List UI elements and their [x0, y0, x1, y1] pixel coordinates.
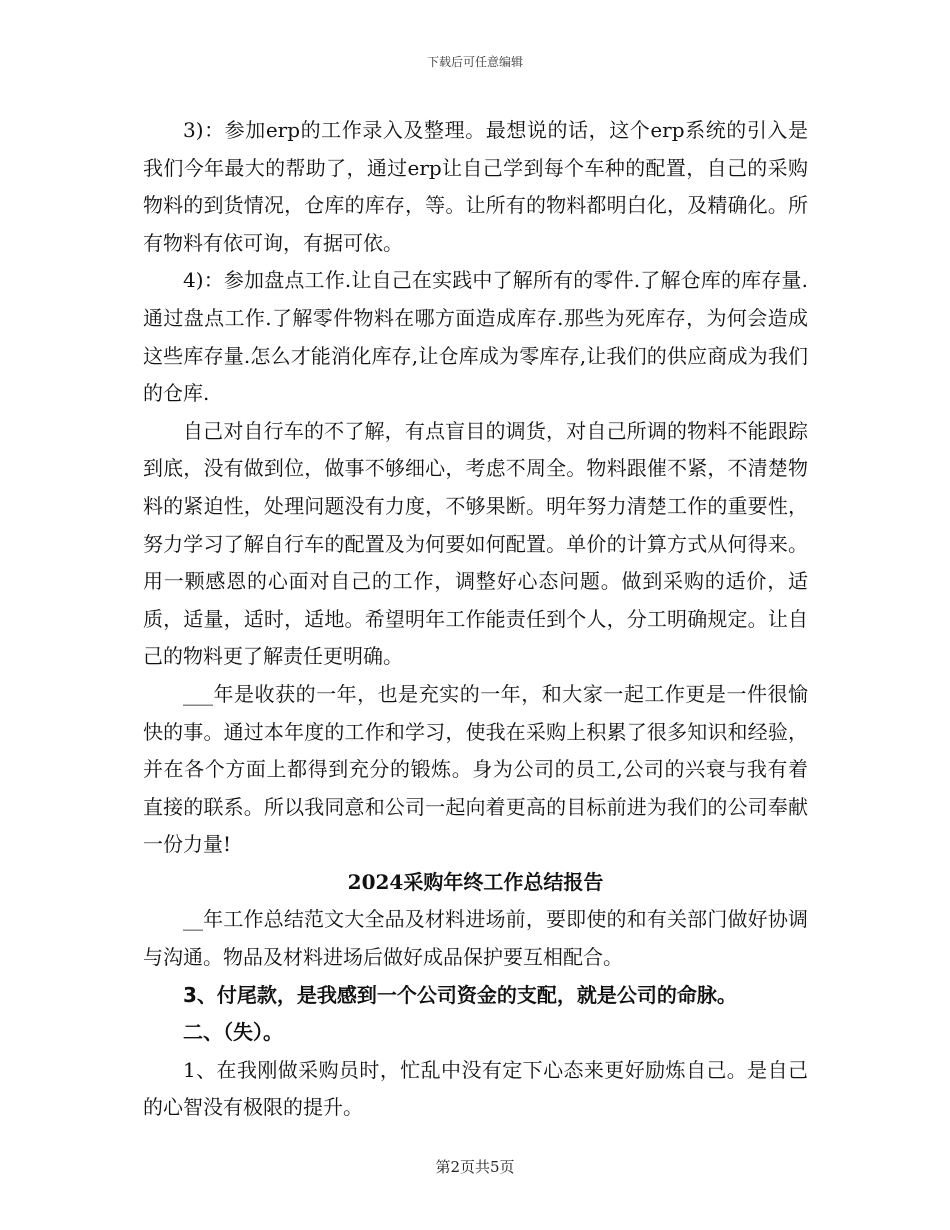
- page-header: 下载后可任意编辑: [426, 55, 523, 69]
- paragraph-self-review: 自己对自行车的不了解，有点盲目的调货，对自己所调的物料不能跟踪到底，没有做到位，做事不够细心，考虑不周全。物料跟催不紧，不清楚物料的紧迫性，处理问题没有力度，不够果断。明年努力清楚工作的重要性，努力学习了解自行车的配置及为何要如何配置。单价的计算方式从何得来。用一颗感恩的心面对自己的工作，调整好心态问题。做到采购的适价，适质，适量，适时，适地。希望明年工作能责任到个人，分工明确规定。让自己的物料更了解责任更明确。: [143, 418, 808, 669]
- paragraph-erp: 3)：参加erp的工作录入及整理。最想说的话，这个erp系统的引入是我们今年最大的帮助了，通过erp让自己学到每个车种的配置，自己的采购物料的到货情况，仓库的库存，等。让所有的物料都明白化，及精确化。所有物料有依可询，有据可依。: [143, 118, 808, 255]
- paragraph-materials: __年工作总结范文大全品及材料进场前，要即使的和有关部门做好协调与沟通。物品及材料进场后做好成品保护要互相配合。: [143, 907, 808, 970]
- document-body: [143, 112, 808, 1127]
- heading-shortcomings: 二、（失）。: [183, 1020, 283, 1045]
- section-title: 2024采购年终工作总结报告: [347, 869, 604, 894]
- paragraph-shortcoming-1: 1、在我刚做采购员时，忙乱中没有定下心态来更好励炼自己。是自己的心智没有极限的提升。: [143, 1057, 808, 1120]
- paragraph-inventory: 4)：参加盘点工作.让自己在实践中了解所有的零件.了解仓库的库存量.通过盘点工作.了解零件物料在哪方面造成库存.那些为死库存，为何会造成这些库存量.怎么才能消化库存,让仓库成为零库存,让我们的供应商成为我们的仓库.: [143, 268, 808, 406]
- paragraph-year-summary: ___年是收获的一年，也是充实的一年，和大家一起工作更是一件很愉快的事。通过本年度的工作和学习，使我在采购上积累了很多知识和经验，并在各个方面上都得到充分的锻炼。身为公司的员工,公司的兴衰与我有着直接的联系。所以我同意和公司一起向着更高的目标前进为我们的公司奉献一份力量!: [143, 681, 808, 857]
- paragraph-final-payment: 3、付尾款，是我感到一个公司资金的支配，就是公司的命脉。: [183, 982, 737, 1007]
- page-footer: 第2页共5页: [435, 1158, 515, 1176]
